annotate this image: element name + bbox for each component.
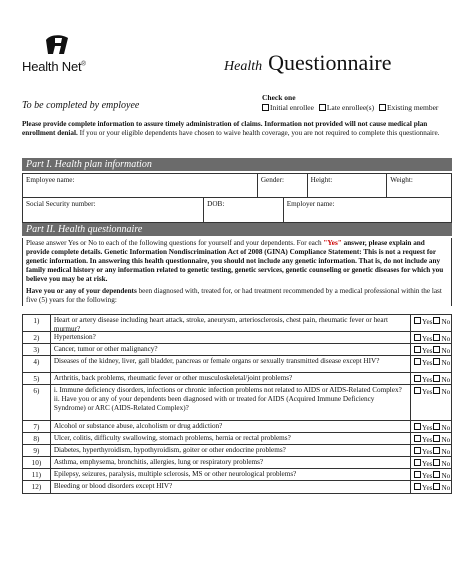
late-enrollee-checkbox[interactable]: Late enrollee(s) — [319, 103, 374, 112]
question-row — [23, 445, 451, 457]
question-text: i. Immune deficiency disorders, infections or chronic infection problems not related to AIDS or AIDS-Related Complex? ii. Have you or any of your dependents been diagnosed with or treated for AIDS (Acquired Immune Deficiency Syndrome) or ARC (AIDS-Related Complex)? — [51, 385, 411, 420]
initial-enrollee-checkbox[interactable]: Initial enrollee — [262, 103, 314, 112]
no-checkbox[interactable]: No — [433, 424, 451, 432]
no-checkbox[interactable]: No — [433, 484, 451, 492]
no-checkbox[interactable]: No — [433, 359, 451, 367]
no-checkbox[interactable]: No — [433, 436, 451, 444]
part1-grid — [22, 173, 452, 223]
question-text: Heart or artery disease including heart attack, stroke, aneurysm, arteriosclerosis, chest pain, rheumatic fever or heart murmur? — [51, 315, 411, 331]
question-text: Alcohol or substance abuse, alcoholism or drug addiction? — [51, 421, 411, 432]
question-number: 5) — [23, 373, 51, 384]
no-checkbox[interactable]: No — [433, 335, 451, 343]
question-number: 6) — [23, 385, 51, 420]
employee-name-field[interactable]: Employee name: — [23, 174, 258, 197]
question-text: Asthma, emphysema, bronchitis, allergies, lung or respiratory problems? — [51, 457, 411, 468]
question-text: Diseases of the kidney, liver, gall bladder, pancreas or female organs or sexually transmitted disease except HIV? — [51, 356, 411, 372]
question-number: 9) — [23, 445, 51, 456]
yes-checkbox[interactable]: Yes — [414, 448, 433, 456]
notice-text: Please provide complete information to assure timely administration of claims. Information not provided will not cause medical plan enrollment denial. If you or your eligible dependents have chosen to waive health coverage, you are not required to complete this questionnaire. — [22, 120, 440, 137]
title-large: Questionnaire — [268, 50, 392, 75]
question-text: Arthritis, back problems, rheumatic fever or other musculoskeletal/joint problems? — [51, 373, 411, 384]
no-checkbox[interactable]: No — [433, 318, 451, 326]
yes-checkbox[interactable]: Yes — [414, 376, 433, 384]
yes-checkbox[interactable]: Yes — [414, 388, 433, 396]
answer-options — [411, 385, 451, 420]
yes-checkbox[interactable]: Yes — [414, 436, 433, 444]
answer-options — [411, 315, 451, 331]
yes-checkbox[interactable]: Yes — [414, 460, 433, 468]
height-field[interactable]: Height: — [308, 174, 388, 197]
question-text: Hypertension? — [51, 332, 411, 343]
page-title — [224, 50, 392, 76]
answer-options — [411, 433, 451, 444]
no-checkbox[interactable]: No — [433, 472, 451, 480]
question-number: 2) — [23, 332, 51, 343]
lead-question: Have you or any of your dependents been diagnosed with, treated for, or had treatment recommended by a medical professional within the last five (5) years for the following: — [26, 287, 442, 304]
question-text: Bleeding or blood disorders except HIV? — [51, 481, 411, 493]
no-checkbox[interactable]: No — [433, 388, 451, 396]
question-number: 11) — [23, 469, 51, 480]
question-text: Diabetes, hyperthyroidism, hypothyroidism, goiter or other endocrine problems? — [51, 445, 411, 456]
question-row — [23, 457, 451, 469]
answer-options — [411, 373, 451, 384]
logo-text: Health Net® — [22, 59, 86, 74]
question-number: 4) — [23, 356, 51, 372]
existing-member-checkbox[interactable]: Existing member — [379, 103, 438, 112]
part2-header: Part II. Health questionnaire — [22, 223, 452, 236]
health-net-logo — [22, 34, 112, 74]
ssn-field[interactable]: Social Security number: — [23, 198, 204, 222]
question-row — [23, 481, 451, 493]
yes-checkbox[interactable]: Yes — [414, 359, 433, 367]
answer-options — [411, 445, 451, 456]
yes-checkbox[interactable]: Yes — [414, 318, 433, 326]
employer-name-field[interactable]: Employer name: — [286, 200, 335, 208]
yes-checkbox[interactable]: Yes — [414, 347, 433, 355]
no-checkbox[interactable]: No — [433, 460, 451, 468]
health-net-logo-icon — [44, 34, 70, 56]
yes-checkbox[interactable]: Yes — [414, 335, 433, 343]
question-number: 12) — [23, 481, 51, 493]
yes-checkbox[interactable]: Yes — [414, 424, 433, 432]
part1-header: Part I. Health plan information — [22, 158, 452, 171]
question-text: Epilepsy, seizures, paralysis, multiple sclerosis, MS or other neurological problems? — [51, 469, 411, 480]
question-row — [23, 344, 451, 356]
question-number: 1) — [23, 315, 51, 331]
instructions-paragraph: Please answer Yes or No to each of the following questions for yourself and your dependents. For each "Yes" answer, please explain and provide complete details. Genetic Information Nondiscrimination Act of 2008 (GINA) Compliance Statement: This is not a request for genetic information. In answering this health questionnaire, you should not include any genetic information. That is, do not include any family medical history or any information related to genetic testing, genetic services, genetic counseling or genetic diseases for which you believe you may be at risk. — [26, 239, 444, 283]
question-text: Ulcer, colitis, difficulty swallowing, stomach problems, hernia or rectal problems? — [51, 433, 411, 444]
check-one-group — [262, 93, 438, 112]
no-checkbox[interactable]: No — [433, 347, 451, 355]
answer-options — [411, 457, 451, 468]
question-row — [23, 433, 451, 445]
gender-field[interactable]: Gender: — [258, 174, 308, 197]
check-one-title: Check one — [262, 93, 296, 102]
question-number: 8) — [23, 433, 51, 444]
yes-checkbox[interactable]: Yes — [414, 484, 433, 492]
question-row — [23, 373, 451, 385]
no-checkbox[interactable]: No — [433, 448, 451, 456]
question-row — [23, 385, 451, 421]
weight-field[interactable]: Weight: — [390, 176, 413, 184]
answer-options — [411, 344, 451, 355]
no-checkbox[interactable]: No — [433, 376, 451, 384]
question-number: 3) — [23, 344, 51, 355]
question-row — [23, 332, 451, 344]
questions-table — [22, 314, 452, 494]
question-row — [23, 315, 451, 332]
dob-field[interactable]: DOB: — [204, 198, 284, 222]
part2-instructions — [22, 238, 452, 306]
question-row — [23, 421, 451, 433]
question-text: Cancer, tumor or other malignancy? — [51, 344, 411, 355]
title-small: Health — [224, 59, 263, 74]
answer-options — [411, 356, 451, 372]
answer-options — [411, 421, 451, 432]
question-number: 7) — [23, 421, 51, 432]
answer-options — [411, 332, 451, 343]
yes-checkbox[interactable]: Yes — [414, 472, 433, 480]
employee-line: To be completed by employee — [22, 100, 140, 111]
question-number: 10) — [23, 457, 51, 468]
question-row — [23, 356, 451, 373]
question-row — [23, 469, 451, 481]
answer-options — [411, 469, 451, 480]
answer-options — [411, 481, 451, 493]
